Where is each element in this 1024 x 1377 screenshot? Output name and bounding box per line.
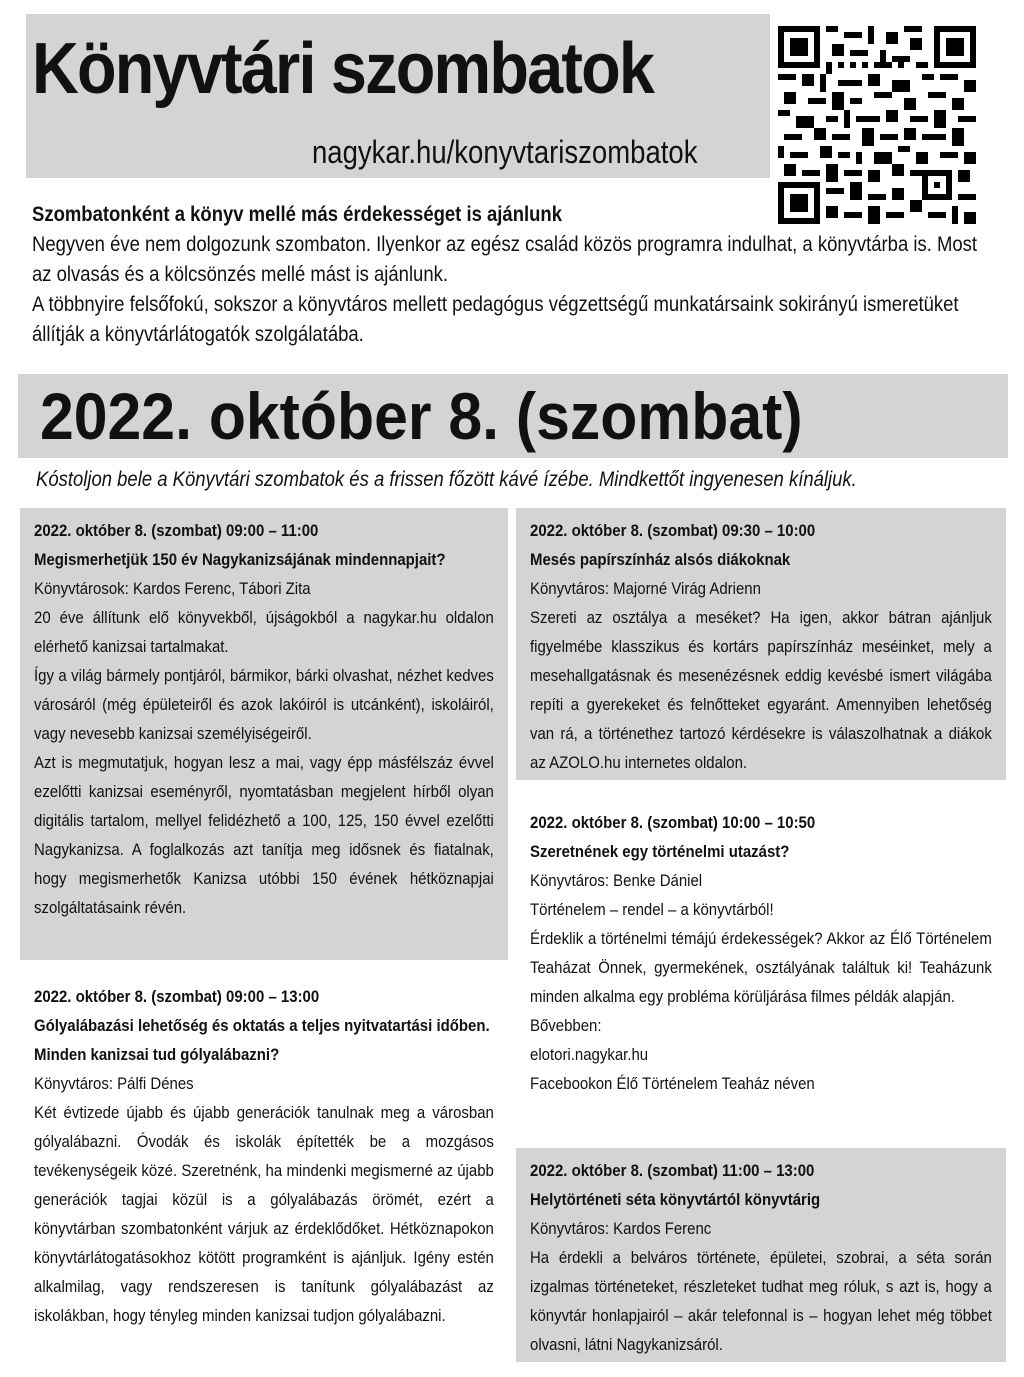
intro-heading: Szombatonként a könyv mellé más érdekességet is ajánlunk — [32, 203, 562, 226]
event-time: 2022. október 8. (szombat) 10:00 – 10:50 — [530, 813, 816, 832]
event-link[interactable]: elotori.nagykar.hu — [530, 1045, 649, 1064]
intro-paragraph-1: Negyven éve nem dolgozunk szombaton. Ilyenkor az egész család közös programra indulhat, a könyvtárba is. Most az olvasás és a kölcsönzés mellé mást is ajánlunk. — [32, 233, 978, 286]
event-title: Megismerhetjük 150 év Nagykanizsájának mindennapjait? — [34, 550, 446, 569]
page-title: Könyvtári szombatok — [32, 29, 654, 109]
event-paragraph: Két évtizede újabb és újabb generációk tanulnak meg a városban gólyalábazni. Óvodák és iskolák építették be a mozgásos tevékenységeik közé. Szeretnénk, ha mindenki megismerné az újabb generációk tagjai közül is a gólyalábazás örömét, ezért a könyvtárban szombatonként várjuk az érdeklődőket. Hétköznapokon könyvtárlátogatásokhoz kötött programként is ajánljuk. Igény estén alkalmilag, vagy rendszeresen is tanítunk gólyalábazást az iskolákban, hogy tényleg minden kanizsai tudjon gólyalábazni. — [34, 1103, 494, 1325]
event-paragraph: Facebookon Élő Történelem Teaház néven — [530, 1074, 815, 1093]
event-title: Gólyalábazási lehetőség és oktatás a teljes nyitvatartási időben. Minden kanizsai tud gólyalábazni? — [34, 1016, 490, 1064]
website-url[interactable]: nagykar.hu/konyvtariszombatok — [312, 134, 698, 170]
date-banner: 2022. október 8. (szombat) — [40, 379, 803, 453]
event-card — [20, 974, 508, 1370]
event-time: 2022. október 8. (szombat) 09:30 – 10:00 — [530, 521, 816, 540]
tagline: Kóstoljon bele a Könyvtári szombatok és a frissen főzött kávé ízébe. Mindkettőt ingyenesen kínáljuk. — [36, 468, 857, 491]
event-paragraph: Történelem – rendel – a könyvtárból! — [530, 900, 774, 919]
event-card — [20, 508, 508, 960]
event-paragraph: Szereti az osztálya a meséket? Ha igen, akkor bátran ajánljuk figyelmébe klasszikus és kortárs papírszínház meséinket, mely a mesehallgatásnak és mesenézésnek eddig kevésbé ismert világába repíti a gyerekeket és felnőtteket egyaránt. Amennyiben lehetőség van rá, a történethez tartozó kérdésekre is válaszolhatnak a diákok az AZOLO.hu internetes oldalon. — [530, 608, 992, 772]
event-paragraph: Érdeklik a történelmi témájú érdekességek? Akkor az Élő Történelem Teaházat Önnek, gyermekének, osztályának találtuk ki! Teaházunk minden alkalma egy probléma körüljárása filmes példák alapján. — [530, 929, 992, 1006]
event-staff: Könyvtáros: Kardos Ferenc — [530, 1219, 712, 1238]
event-staff: Könyvtáros: Majorné Virág Adrienn — [530, 579, 761, 598]
event-paragraph: Azt is megmutatjuk, hogyan lesz a mai, vagy épp másfélszáz évvel ezelőtti kanizsai eseményről, nyomtatásban megjelent hírből olyan digitális tartalom, mellyel felidézhető a 100, 125, 150 évvel ezelőtti Nagykanizsa. A foglalkozás azt tanítja meg idősnek és fiatalnak, hogy megismerhetők Kanizsa utóbbi 150 évének hétköznapjai szolgáltatásaink révén. — [34, 753, 494, 917]
event-paragraph: Bővebben: — [530, 1016, 602, 1035]
event-title: Mesés papírszínház alsós diákoknak — [530, 550, 791, 569]
intro-section — [32, 200, 992, 350]
event-staff: Könyvtárosok: Kardos Ferenc, Tábori Zita — [34, 579, 311, 598]
event-card — [516, 800, 1006, 1134]
event-staff: Könyvtáros: Pálfi Dénes — [34, 1074, 194, 1093]
event-paragraph: Így a világ bármely pontjáról, bármikor, bárki olvashat, nézhet kedves városáról (még épületeiről és azok lakóiról is utcánként), iskoláiról, vagy nevesebb kanizsai személyiségeiről. — [34, 666, 494, 743]
event-title: Szeretnének egy történelmi utazást? — [530, 842, 790, 861]
event-time: 2022. október 8. (szombat) 11:00 – 13:00 — [530, 1161, 815, 1180]
event-staff: Könyvtáros: Benke Dániel — [530, 871, 703, 890]
event-title: Helytörténeti séta könyvtártól könyvtárig — [530, 1190, 821, 1209]
intro-paragraph-2: A többnyire felsőfokú, sokszor a könyvtáros mellett pedagógus végzettségű munkatársaink sokirányú ismeretüket állítják a könyvtárlátogatók szolgálatába. — [32, 293, 959, 346]
event-card — [516, 1148, 1006, 1362]
qr-code[interactable] — [778, 26, 976, 224]
event-time: 2022. október 8. (szombat) 09:00 – 13:00 — [34, 987, 320, 1006]
event-paragraph: 20 éve állítunk elő könyvekből, újságokból a nagykar.hu oldalon elérhető kanizsai tartalmakat. — [34, 608, 494, 656]
event-time: 2022. október 8. (szombat) 09:00 – 11:00 — [34, 521, 319, 540]
event-paragraph: Ha érdekli a belváros története, épületei, szobrai, a séta során izgalmas történeteket, részleteket tudhat meg róluk, s azt is, hogy a könyvtár honlapjairól – akár telefonnal is – hogyan lehet még többet olvasni, látni Nagykanizsáról. — [530, 1248, 992, 1354]
event-card — [516, 508, 1006, 780]
